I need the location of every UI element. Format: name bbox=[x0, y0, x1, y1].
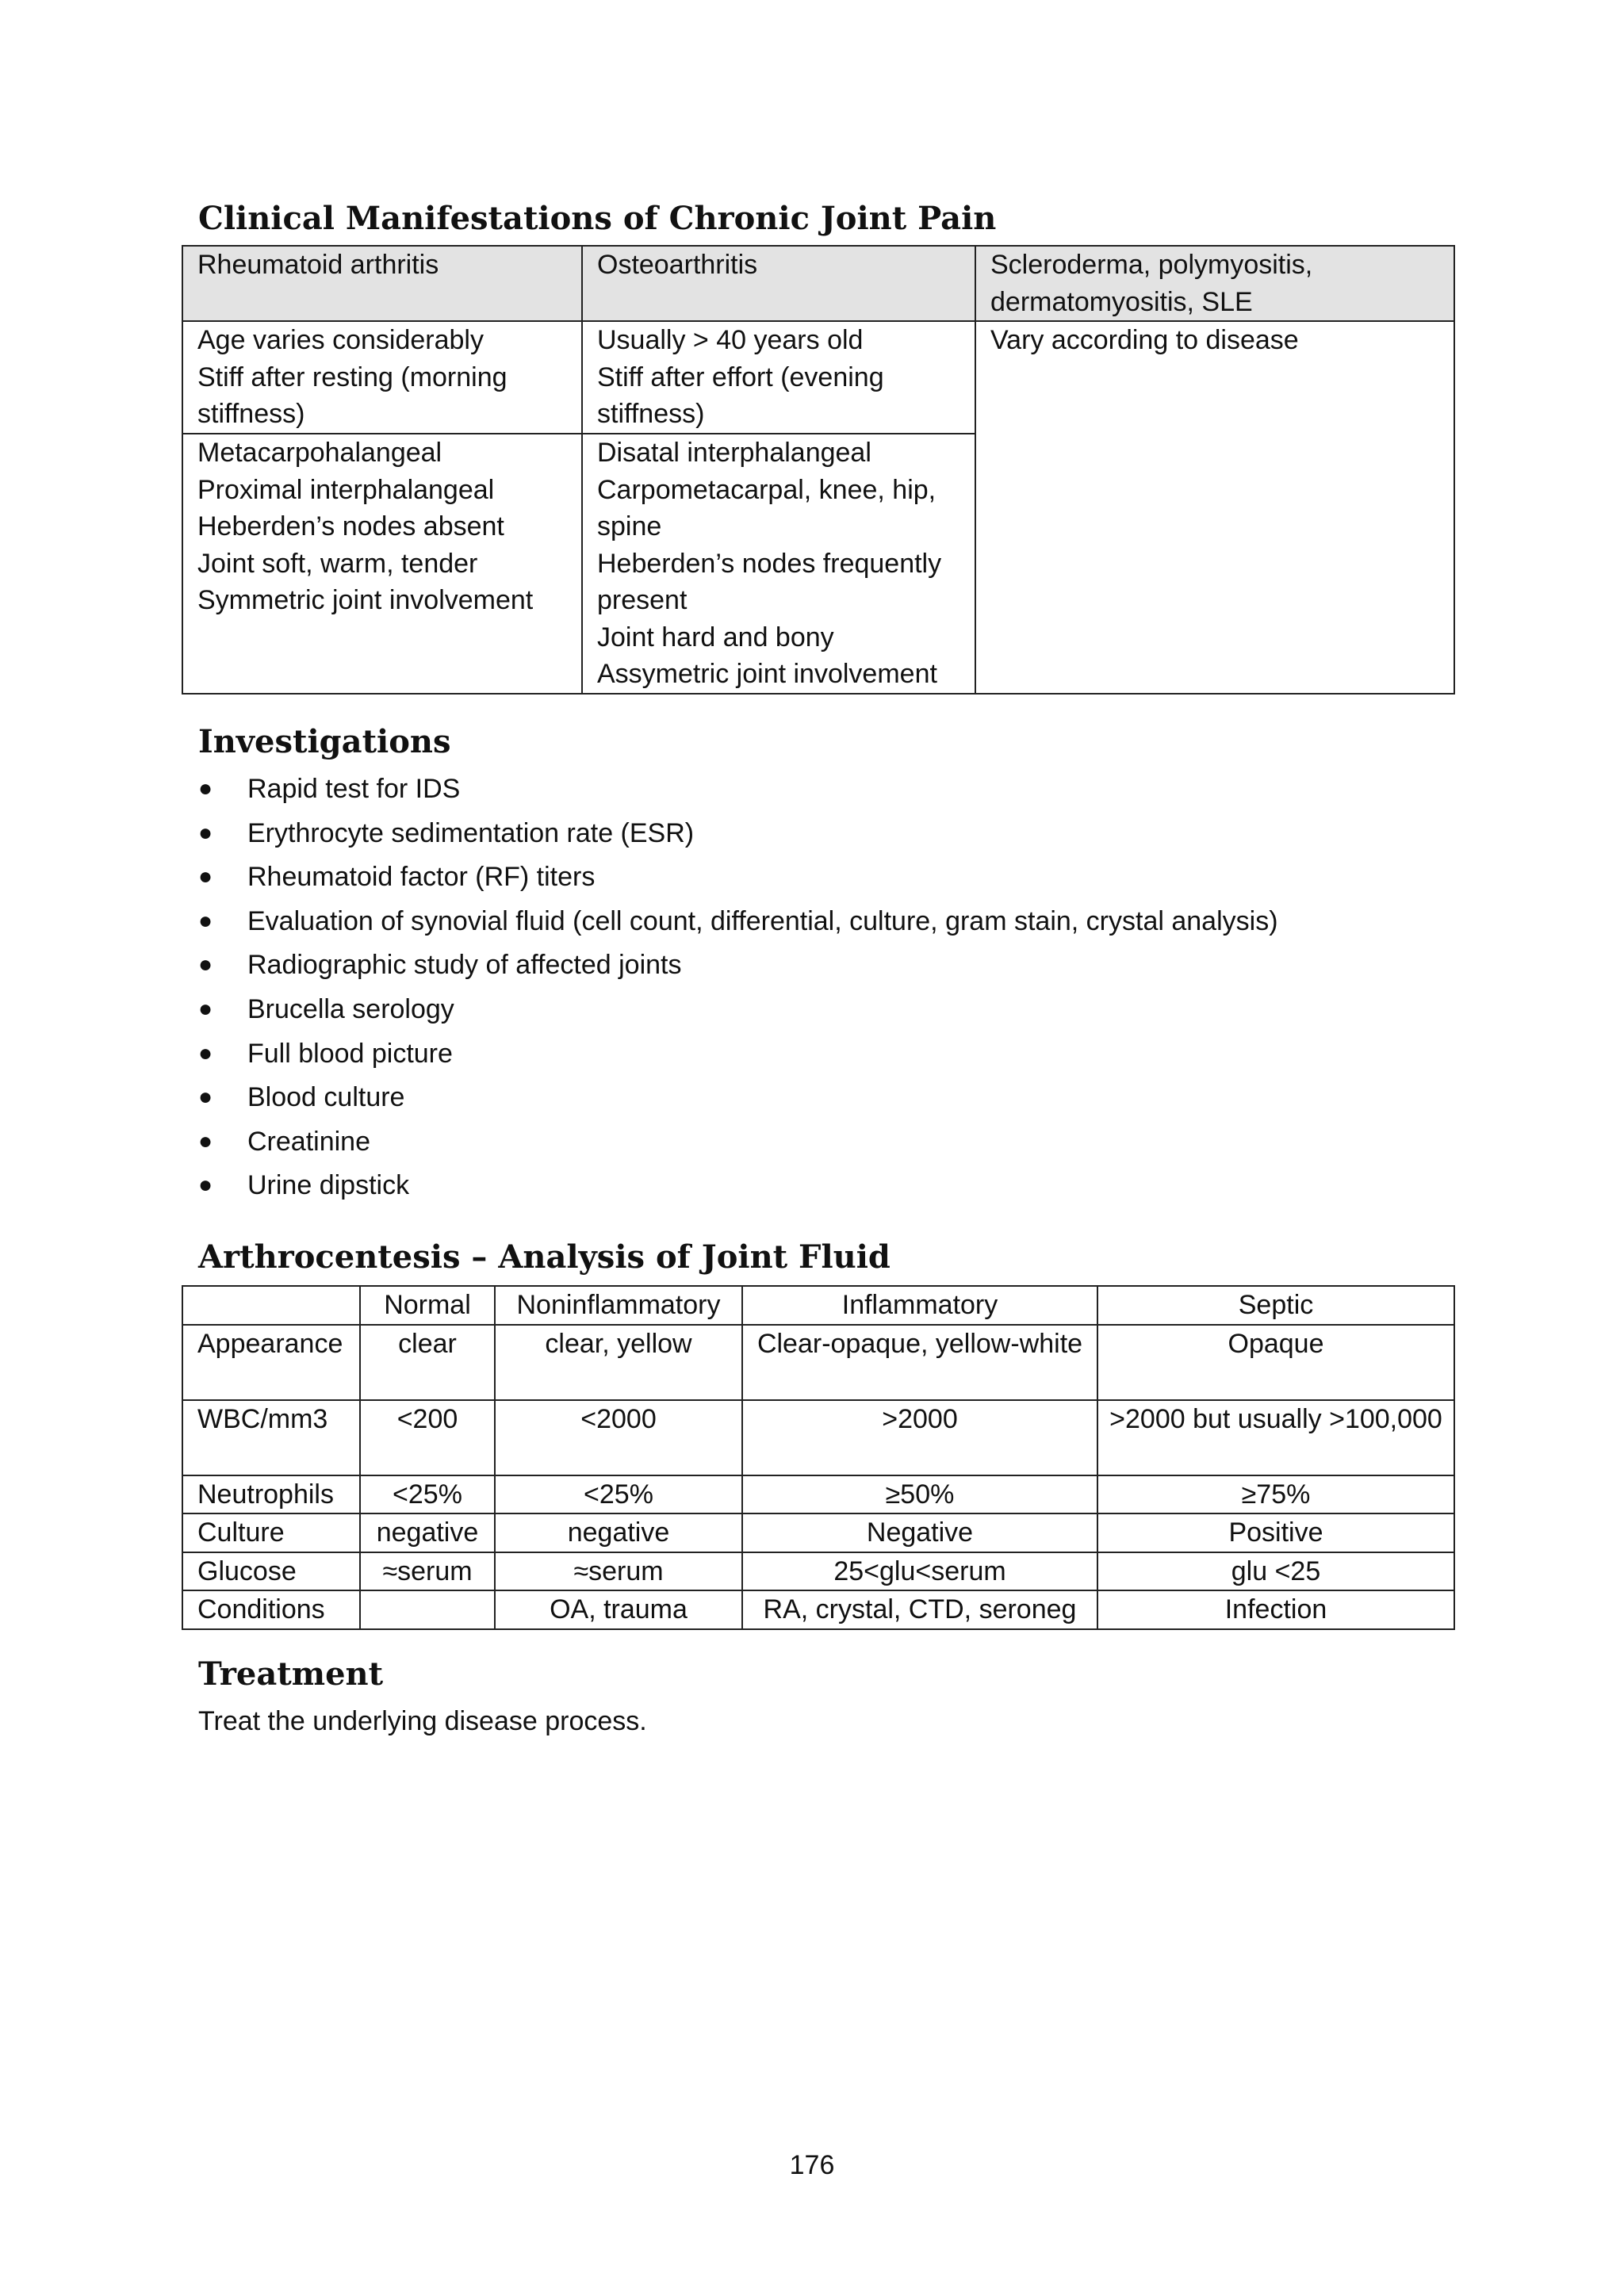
cell-text: Usually > 40 years old bbox=[597, 325, 864, 355]
cell-text: Age varies considerably bbox=[197, 325, 484, 355]
joint-fluid-table bbox=[182, 1285, 1455, 1630]
section-title-treatment: Treatment bbox=[198, 1655, 384, 1693]
cell-text: Joint hard and bony bbox=[597, 622, 834, 652]
bullet-icon: ● bbox=[198, 907, 213, 934]
table-cell: 25<glu<serum bbox=[742, 1552, 1097, 1591]
cell-text: Vary according to disease bbox=[990, 325, 1299, 355]
list-item bbox=[198, 815, 1278, 859]
cell-text: Metacarpohalangeal bbox=[197, 438, 442, 468]
table-cell: <200 bbox=[360, 1400, 495, 1475]
investigations-list bbox=[198, 771, 1278, 1211]
table-cell: OA, trauma bbox=[495, 1590, 742, 1629]
header-blank bbox=[182, 1286, 360, 1325]
cell-ra-joints bbox=[182, 434, 582, 694]
bullet-icon: ● bbox=[198, 819, 213, 846]
table-cell: Clear-opaque, yellow-white bbox=[742, 1325, 1097, 1400]
table-cell: >2000 but usually >100,000 bbox=[1097, 1400, 1454, 1475]
list-item-text: Urine dipstick bbox=[247, 1170, 410, 1201]
table-cell: Opaque bbox=[1097, 1325, 1454, 1400]
table-row bbox=[182, 321, 1454, 434]
list-item bbox=[198, 1035, 1278, 1080]
cell-text: Stiff after effort (evening stiffness) bbox=[597, 362, 884, 429]
table-cell: Positive bbox=[1097, 1513, 1454, 1552]
table-cell: ≥50% bbox=[742, 1475, 1097, 1514]
list-item-text: Evaluation of synovial fluid (cell count, differential, culture, gram stain, crystal analysis) bbox=[247, 905, 1278, 936]
list-item bbox=[198, 1167, 1278, 1211]
list-item-text: Blood culture bbox=[247, 1082, 405, 1113]
list-item-text: Full blood picture bbox=[247, 1038, 453, 1069]
cell-text: Symmetric joint involvement bbox=[197, 585, 534, 615]
header-osteoarthritis: Osteoarthritis bbox=[582, 246, 975, 321]
table-row bbox=[182, 1475, 1454, 1514]
treatment-text: Treat the underlying disease process. bbox=[198, 1706, 647, 1736]
list-item-text: Rapid test for IDS bbox=[247, 774, 461, 804]
bullet-icon: ● bbox=[198, 863, 213, 890]
table-cell: negative bbox=[495, 1513, 742, 1552]
row-label-wbc: WBC/mm3 bbox=[182, 1400, 360, 1475]
list-item bbox=[198, 771, 1278, 815]
row-label-culture: Culture bbox=[182, 1513, 360, 1552]
list-item-text: Rheumatoid factor (RF) titers bbox=[247, 862, 596, 893]
header-septic: Septic bbox=[1097, 1286, 1454, 1325]
table-row bbox=[182, 1400, 1454, 1475]
table-cell: >2000 bbox=[742, 1400, 1097, 1475]
header-noninflammatory: Noninflammatory bbox=[495, 1286, 742, 1325]
list-item bbox=[198, 859, 1278, 903]
header-other-diseases bbox=[975, 246, 1454, 321]
table-cell: negative bbox=[360, 1513, 495, 1552]
cell-ra-age bbox=[182, 321, 582, 434]
table-row bbox=[182, 1590, 1454, 1629]
list-item bbox=[198, 1079, 1278, 1123]
bullet-icon: ● bbox=[198, 995, 213, 1022]
table-cell: clear bbox=[360, 1325, 495, 1400]
table-row bbox=[182, 1513, 1454, 1552]
chronic-joint-pain-table bbox=[182, 245, 1455, 695]
list-item-text: Erythrocyte sedimentation rate (ESR) bbox=[247, 817, 695, 848]
table-cell: clear, yellow bbox=[495, 1325, 742, 1400]
table-header-row bbox=[182, 1286, 1454, 1325]
row-label-neutrophils: Neutrophils bbox=[182, 1475, 360, 1514]
cell-text: Disatal interphalangeal bbox=[597, 438, 871, 468]
list-item bbox=[198, 903, 1278, 947]
table-cell: glu <25 bbox=[1097, 1552, 1454, 1591]
table-cell: RA, crystal, CTD, seroneg bbox=[742, 1590, 1097, 1629]
cell-text: Joint soft, warm, tender bbox=[197, 548, 478, 579]
cell-text: Heberden’s nodes frequently present bbox=[597, 548, 942, 615]
page-number: 176 bbox=[789, 2150, 835, 2180]
section-title-chronic-joint-pain: Clinical Manifestations of Chronic Joint Pain bbox=[198, 200, 997, 237]
section-title-investigations: Investigations bbox=[198, 723, 451, 760]
section-title-arthrocentesis: Arthrocentesis – Analysis of Joint Fluid bbox=[198, 1238, 891, 1276]
table-cell: <2000 bbox=[495, 1400, 742, 1475]
header-inflammatory: Inflammatory bbox=[742, 1286, 1097, 1325]
cell-text: Carpometacarpal, knee, hip, spine bbox=[597, 474, 936, 541]
table-cell: ≈serum bbox=[495, 1552, 742, 1591]
cell-oa-joints bbox=[582, 434, 975, 694]
cell-other-vary bbox=[975, 321, 1454, 694]
header-normal: Normal bbox=[360, 1286, 495, 1325]
bullet-icon: ● bbox=[198, 1039, 213, 1066]
table-header-row bbox=[182, 246, 1454, 321]
table-cell bbox=[360, 1590, 495, 1629]
list-item-text: Brucella serology bbox=[247, 993, 454, 1024]
cell-oa-age bbox=[582, 321, 975, 434]
bullet-icon: ● bbox=[198, 775, 213, 802]
header-rheumatoid-arthritis: Rheumatoid arthritis bbox=[182, 246, 582, 321]
list-item bbox=[198, 947, 1278, 991]
row-label-conditions: Conditions bbox=[182, 1590, 360, 1629]
list-item-text: Creatinine bbox=[247, 1126, 370, 1157]
table-cell: ≈serum bbox=[360, 1552, 495, 1591]
cell-text: Stiff after resting (morning stiffness) bbox=[197, 362, 508, 429]
list-item bbox=[198, 991, 1278, 1035]
header-other-diseases-text: Scleroderma, polymyositis, dermatomyositis, SLE bbox=[990, 250, 1313, 317]
table-row bbox=[182, 1552, 1454, 1591]
cell-text: Assymetric joint involvement bbox=[597, 659, 937, 689]
cell-text: Proximal interphalangeal bbox=[197, 474, 495, 505]
bullet-icon: ● bbox=[198, 951, 213, 978]
list-item-text: Radiographic study of affected joints bbox=[247, 950, 682, 981]
bullet-icon: ● bbox=[198, 1084, 213, 1111]
bullet-icon: ● bbox=[198, 1172, 213, 1199]
bullet-icon: ● bbox=[198, 1127, 213, 1154]
table-cell: <25% bbox=[360, 1475, 495, 1514]
list-item bbox=[198, 1123, 1278, 1168]
table-cell: ≥75% bbox=[1097, 1475, 1454, 1514]
row-label-glucose: Glucose bbox=[182, 1552, 360, 1591]
table-cell: Negative bbox=[742, 1513, 1097, 1552]
table-row bbox=[182, 1325, 1454, 1400]
row-label-appearance: Appearance bbox=[182, 1325, 360, 1400]
table-cell: <25% bbox=[495, 1475, 742, 1514]
cell-text: Heberden’s nodes absent bbox=[197, 511, 504, 541]
table-cell: Infection bbox=[1097, 1590, 1454, 1629]
